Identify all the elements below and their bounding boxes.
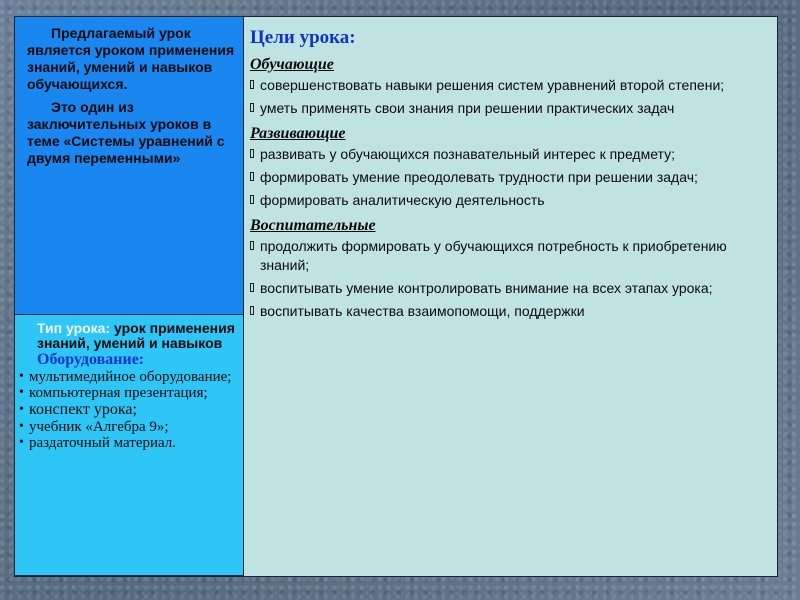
goal-item: формировать аналитическую деятельность [250, 191, 771, 210]
equipment-item: • мультимедийное оборудование; [19, 369, 239, 385]
lesson-type [37, 321, 239, 351]
intro-paragraph-2: Это один из заключительных уроков в теме «Системы уравнений с двумя переменными» [27, 99, 225, 166]
goals-cell [244, 17, 777, 576]
goals-list-teaching [250, 76, 771, 118]
goals-section-heading-teaching: Обучающие [250, 56, 334, 73]
equipment-heading: Оборудование: [37, 351, 145, 368]
intro-cell [15, 17, 244, 315]
lesson-type-value: урок применения знаний, умений и навыков [37, 320, 235, 351]
equipment-item: • компьютерная презентация; [19, 385, 239, 401]
equipment-list [19, 369, 239, 451]
lesson-info-cell [15, 315, 244, 576]
goals-section-heading-educational: Воспитательные [250, 217, 376, 234]
intro-paragraph-1: Предлагаемый урок является уроком применения знаний, умений и навыков обучающихся. [27, 25, 235, 92]
goal-item: продолжить формировать у обучающихся потребность к приобретению знаний; [250, 237, 771, 275]
goal-item: воспитывать качества взаимопомощи, поддержки [250, 302, 771, 321]
equipment-item: • учебник «Алгебра 9»; [19, 419, 239, 435]
goals-list-developing [250, 145, 771, 210]
goal-item: уметь применять свои знания при решении практических задач [250, 99, 771, 118]
goals-section-heading-developing: Развивающие [250, 125, 346, 142]
goals-title: Цели урока: [250, 27, 356, 48]
goal-item: развивать у обучающихся познавательный интерес к предмету; [250, 145, 771, 164]
lesson-type-label: Тип урока: [37, 320, 111, 336]
goal-item: формировать умение преодолевать трудности при решении задач; [250, 168, 771, 187]
equipment-item: • конспект урока; [19, 401, 239, 419]
goal-item: воспитывать умение контролировать внимание на всех этапах урока; [250, 279, 771, 298]
lesson-table [14, 16, 778, 577]
equipment-item: • раздаточный материал. [19, 435, 239, 451]
goal-item: совершенствовать навыки решения систем уравнений второй степени; [250, 76, 771, 95]
goals-list-educational [250, 237, 771, 321]
